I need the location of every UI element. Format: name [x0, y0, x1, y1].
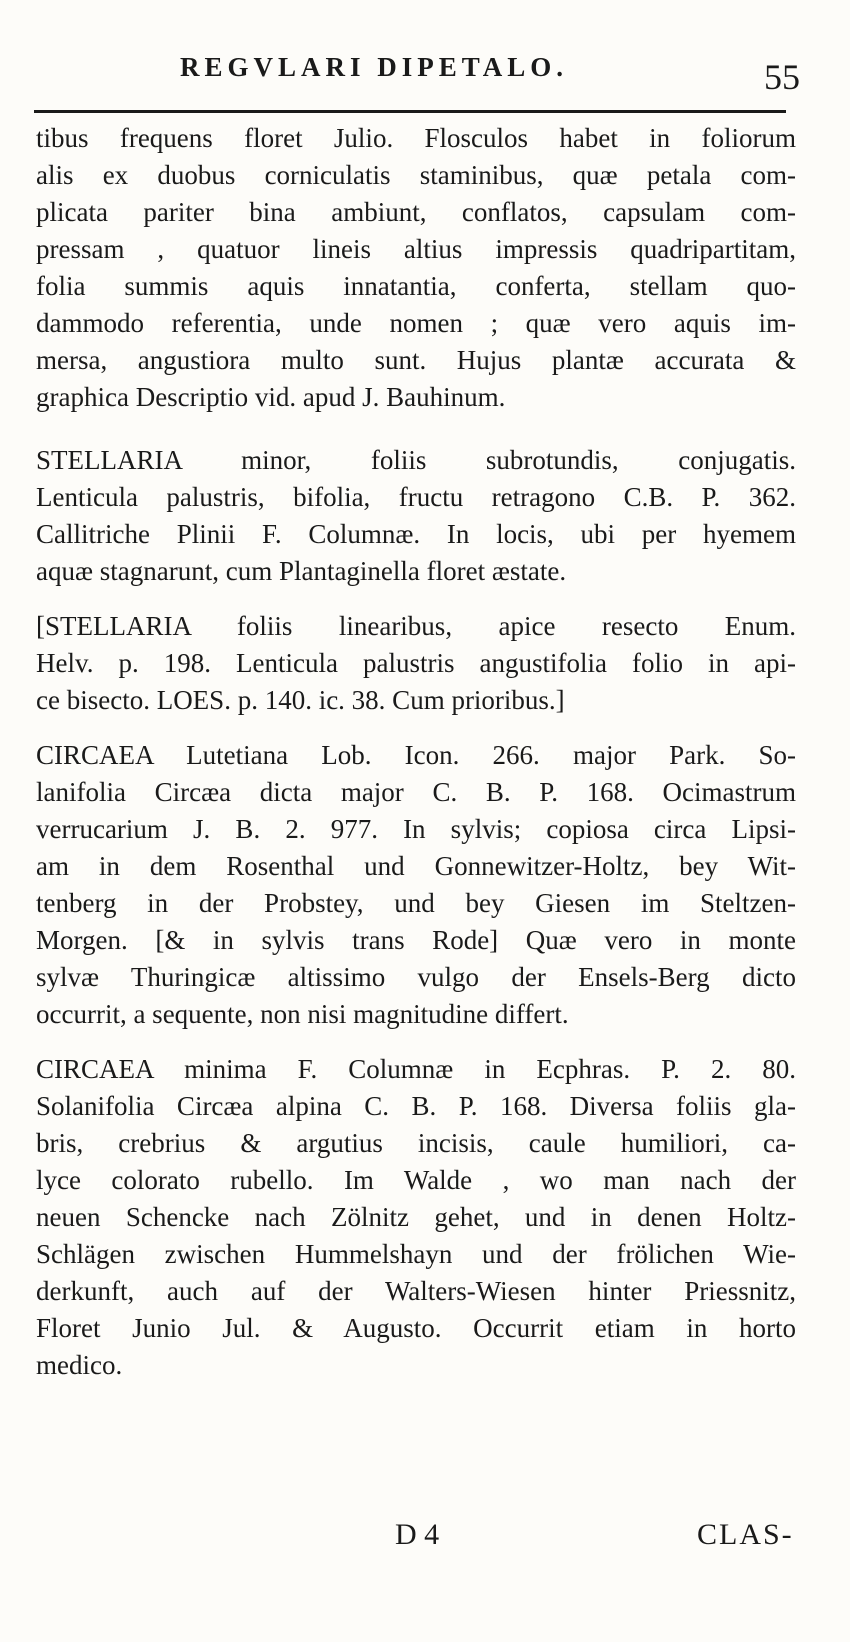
text-line: bris, crebrius & argutius incisis, caule humiliori, ca- [36, 1128, 796, 1158]
text-line: neuen Schencke nach Zölnitz gehet, und in denen Holtz- [36, 1202, 796, 1232]
text-line: plicata pariter bina ambiunt, conflatos, capsulam com- [36, 197, 796, 227]
text-line: [STELLARIA foliis linearibus, apice resecto Enum. [36, 611, 796, 641]
signature-mark: D 4 [395, 1518, 440, 1551]
text-line: alis ex duobus corniculatis staminibus, quæ petala com- [36, 160, 796, 190]
text-line: dammodo referentia, unde nomen ; quæ vero aquis im- [36, 308, 796, 338]
running-head: REGVLARI DIPETALO. [180, 52, 569, 82]
paragraph-1 [36, 120, 796, 416]
text-line: medico. [36, 1350, 123, 1380]
text-line: lyce colorato rubello. Im Walde , wo man nach der [36, 1165, 796, 1195]
text-line: sylvæ Thuringicæ altissimo vulgo der Ensels-Berg dicto [36, 962, 796, 992]
paragraph-circaea-minima [36, 1051, 796, 1384]
body-text [36, 120, 796, 1402]
header-rule [34, 110, 786, 113]
catchword: CLAS- [697, 1518, 794, 1551]
page-number: 55 [764, 57, 800, 97]
text-line: pressam , quatuor lineis altius impressis quadripartitam, [36, 234, 796, 264]
text-line: folia summis aquis innatantia, conferta, stellam quo- [36, 271, 796, 301]
text-line: Callitriche Plinii F. Columnæ. In locis, ubi per hyemem [36, 519, 796, 549]
text-line: ce bisecto. LOES. p. 140. ic. 38. Cum prioribus.] [36, 685, 565, 715]
paragraph-circaea-lutetiana [36, 737, 796, 1033]
text-line: graphica Descriptio vid. apud J. Bauhinum. [36, 382, 506, 412]
text-line: lanifolia Circæa dicta major C. B. P. 168. Ocimastrum [36, 777, 796, 807]
paragraph-stellaria-linearibus [36, 608, 796, 719]
text-line: Lenticula palustris, bifolia, fructu retragono C.B. P. 362. [36, 482, 796, 512]
text-line: verrucarium J. B. 2. 977. In sylvis; copiosa circa Lipsi- [36, 814, 796, 844]
text-line: tibus frequens floret Julio. Flosculos habet in foliorum [36, 123, 796, 153]
text-line: Solanifolia Circæa alpina C. B. P. 168. Diversa foliis gla- [36, 1091, 796, 1121]
text-line: CIRCAEA Lutetiana Lob. Icon. 266. major Park. So- [36, 740, 796, 770]
text-line: Morgen. [& in sylvis trans Rode] Quæ vero in monte [36, 925, 796, 955]
text-line: am in dem Rosenthal und Gonnewitzer-Holtz, bey Wit- [36, 851, 796, 881]
text-line: Floret Junio Jul. & Augusto. Occurrit etiam in horto [36, 1313, 796, 1343]
text-line: STELLARIA minor, foliis subrotundis, conjugatis. [36, 445, 796, 475]
text-line: Helv. p. 198. Lenticula palustris angustifolia folio in api- [36, 648, 796, 678]
text-line: aquæ stagnarunt, cum Plantaginella floret æstate. [36, 556, 567, 586]
text-line: tenberg in der Probstey, und bey Giesen im Steltzen- [36, 888, 796, 918]
text-line: mersa, angustiora multo sunt. Hujus plantæ accurata & [36, 345, 796, 375]
paragraph-stellaria-minor [36, 442, 796, 590]
text-line: derkunft, auch auf der Walters-Wiesen hinter Priessnitz, [36, 1276, 796, 1306]
text-line: Schlägen zwischen Hummelshayn und der frölichen Wie- [36, 1239, 796, 1269]
text-line: occurrit, a sequente, non nisi magnitudine differt. [36, 999, 569, 1029]
text-line: CIRCAEA minima F. Columnæ in Ecphras. P. 2. 80. [36, 1054, 796, 1084]
